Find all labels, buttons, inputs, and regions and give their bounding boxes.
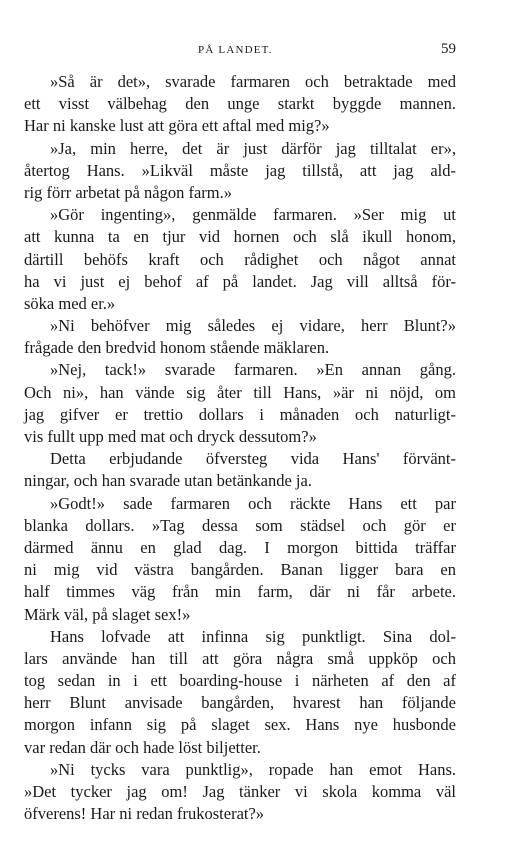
text-line: »Ja, min herre, det är just därför jag tilltalat er», [50, 138, 456, 158]
text-line: därmed ännu en glad dag. I morgon bittida träffar [24, 537, 456, 557]
text-line: vis fullt upp med mat och dryck dessutom?» [24, 427, 317, 446]
text-line: ni mig vid västra bangården. Banan ligger bara en [24, 560, 456, 580]
text-line: söka med er.» [24, 293, 116, 313]
text-line: ett visst välbehag den unge starkt byggde mannen. [24, 94, 456, 114]
text-line: frågade den bredvid honom stående mäklaren. [24, 338, 330, 358]
text-line: Har ni kanske lust att göra ett aftal med mig?» [24, 116, 330, 136]
text-line: var redan där och hade löst biljetter. [24, 737, 261, 757]
text-line: »Nej, tack!» svarade farmaren. »En annan gång. [50, 360, 456, 380]
running-head: PÅ LANDET. [198, 44, 273, 56]
text-line: »Gör ingenting», genmälde farmaren. »Ser mig ut [50, 205, 456, 225]
text-line: tog sedan in i ett boarding-house i närheten af den af [24, 671, 456, 691]
text-line: återtog Hans. »Likväl måste jag tillstå, att jag ald- [24, 160, 456, 180]
text-line: »Ni behöfver mig således ej vidare, herr Blunt?» [50, 316, 456, 336]
text-line: lars använde han till att göra några små uppköp och [24, 648, 456, 668]
text-line: morgon infann sig på slaget sex. Hans nye husbonde [24, 715, 456, 735]
text-line: därtill behöfs kraft och rådighet och något annat [24, 249, 456, 269]
text-line: Märk väl, på slaget sex!» [24, 604, 191, 624]
page-number: 59 [441, 41, 456, 57]
text-line: herr Blunt anvisade bangården, hvarest han följande [24, 693, 456, 713]
text-line: jag gifver er trettio dollars i månaden och naturligt- [24, 404, 456, 424]
text-line: »Det tycker jag om! Jag tänker vi skola komma väl [24, 782, 456, 801]
text-line: ha vi just ej behof af på landet. Jag vill alltså för- [24, 271, 456, 291]
text-line: rig förr arbetat på någon farm.» [24, 182, 232, 202]
text-line: blanka dollars. »Tag dessa som städsel och gör er [24, 515, 456, 535]
text-line: Och ni», han vände sig åter till Hans, »är ni nöjd, om [24, 382, 456, 402]
text-line: ningar, och han svarade utan betänkande ja. [24, 471, 312, 491]
text-line: öfverens! Har ni redan frukosterat?» [24, 804, 265, 824]
text-line: half timmes väg från min farm, där ni får arbete. [24, 582, 456, 602]
page-header [24, 41, 456, 64]
text-line: att kunna ta en tjur vid hornen och slå ikull honom, [24, 227, 456, 247]
text-line: Hans lofvade att infinna sig punktligt. Sina dol- [50, 626, 456, 646]
text-line: »Så är det», svarade farmaren och betraktade med [50, 72, 456, 91]
text-line: Detta erbjudande öfversteg vida Hans' förvänt- [50, 449, 456, 469]
text-line: »Ni tycks vara punktlig», ropade han emot Hans. [50, 759, 456, 779]
body-text [24, 71, 456, 825]
text-line: »Godt!» sade farmaren och räckte Hans ett par [50, 493, 456, 513]
